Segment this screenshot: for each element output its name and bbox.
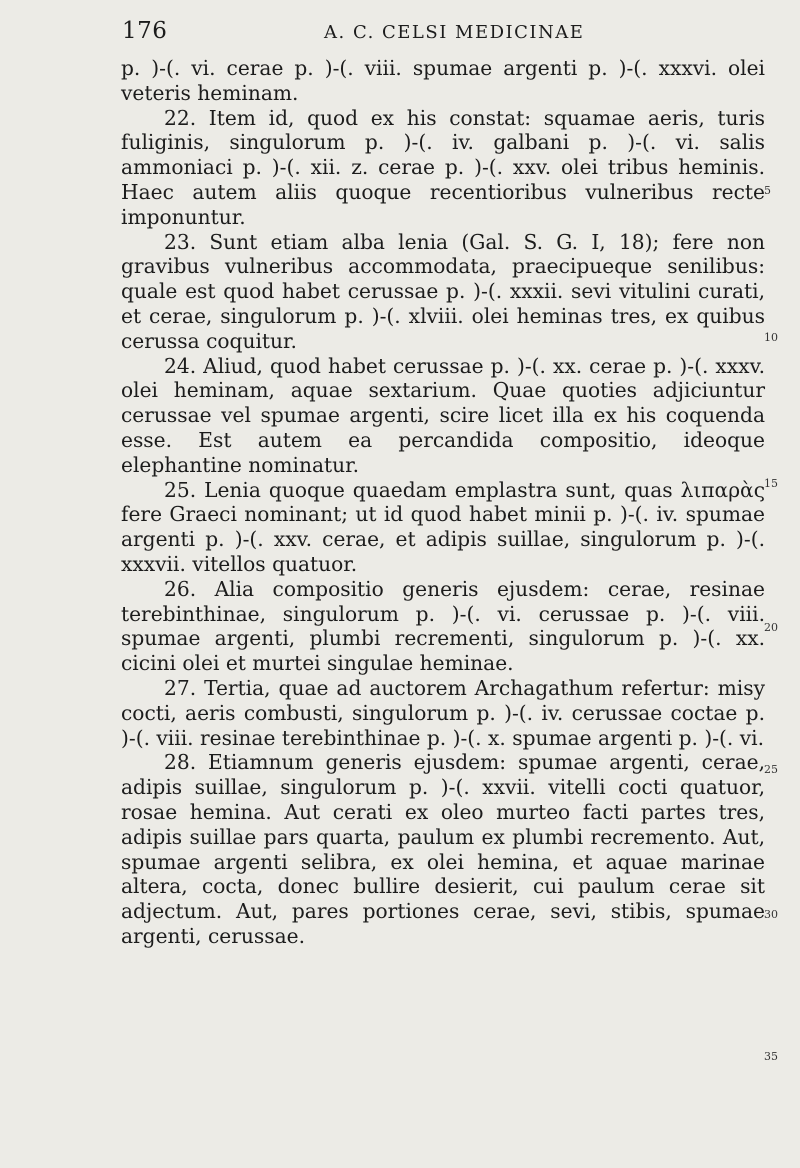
- paragraph-25: 25. Lenia quoque quaedam emplastra sunt, quas λιπαρὰς fere Graeci nominant; ut id quod habet minii p. )-(. iv. spumae argenti p. )-(. xxv. cerae, et adipis suillae, singulorum p. )-(. xxxvii. vitellos quatuor.: [121, 477, 765, 576]
- paragraph-23: 23. Sunt etiam alba lenia (Gal. S. G. I, 18); fere non gravibus vulneribus accommodata, praecipueque senilibus: quale est quod habet cerussae p. )-(. xxxii. sevi vitulini curati, et cerae, singulorum p. )-(. xlviii. olei heminas tres, ex quibus cerussa coquitur.: [121, 229, 765, 353]
- line-number: 15: [764, 477, 778, 490]
- line-number: 35: [764, 1050, 778, 1063]
- paragraph-28: 28. Etiamnum generis ejusdem: spumae argenti, cerae, adipis suillae, singulorum p. )-(. xxvii. vitelli cocti quatuor, rosae hemina. Aut cerati ex oleo murteo facti partes tres, adipis suillae pars quarta, paulum ex plumbi recremento. Aut, spumae argenti selibra, ex olei hemina, et aquae marinae altera, cocta, donec bullire desierit, cui paulum cerae sit adjectum. Aut, pares portiones cerae, sevi, stibis, spumae argenti, cerussae.: [121, 750, 765, 948]
- paragraph-continuation: p. )-(. vi. cerae p. )-(. viii. spumae argenti p. )-(. xxxvi. olei veteris heminam.: [121, 56, 765, 105]
- line-number: 5: [764, 184, 771, 197]
- page-number: 176: [122, 18, 168, 44]
- paragraph-27: 27. Tertia, quae ad auctorem Archagathum refertur: misy cocti, aeris combusti, singulorum p. )-(. iv. cerussae coctae p. )-(. viii. resinae terebinthinae p. )-(. x. spumae argenti p. )-(. vi.: [121, 675, 765, 750]
- body-text: [121, 56, 765, 949]
- paragraph-22: 22. Item id, quod ex his constat: squamae aeris, turis fuliginis, singulorum p. )-(. iv. galbani p. )-(. vi. salis ammoniaci p. )-(. xii. z. cerae p. )-(. xxv. olei tribus heminis. Haec autem aliis quoque recentioribus vulneribus recte imponuntur.: [121, 105, 765, 229]
- paragraph-24: 24. Aliud, quod habet cerussae p. )-(. xx. cerae p. )-(. xxxv. olei heminam, aquae sextarium. Quae quoties adjiciuntur cerussae vel spumae argenti, scire licet illa ex his coquenda esse. Est autem ea percandida compositio, ideoque elephantine nominatur.: [121, 353, 765, 477]
- running-head: A. C. CELSI MEDICINAE: [324, 22, 585, 43]
- line-number: 10: [764, 331, 778, 344]
- page-header: [120, 12, 760, 56]
- line-number: 20: [764, 621, 778, 634]
- line-number: 30: [764, 908, 778, 921]
- line-number: 25: [764, 763, 778, 776]
- margin-line-numbers: [764, 0, 798, 1168]
- paragraph-26: 26. Alia compositio generis ejusdem: cerae, resinae terebinthinae, singulorum p. )-(. vi. cerussae p. )-(. viii. spumae argenti, plumbi recrementi, singulorum p. )-(. xx. cicini olei et murtei singulae heminae.: [121, 576, 765, 676]
